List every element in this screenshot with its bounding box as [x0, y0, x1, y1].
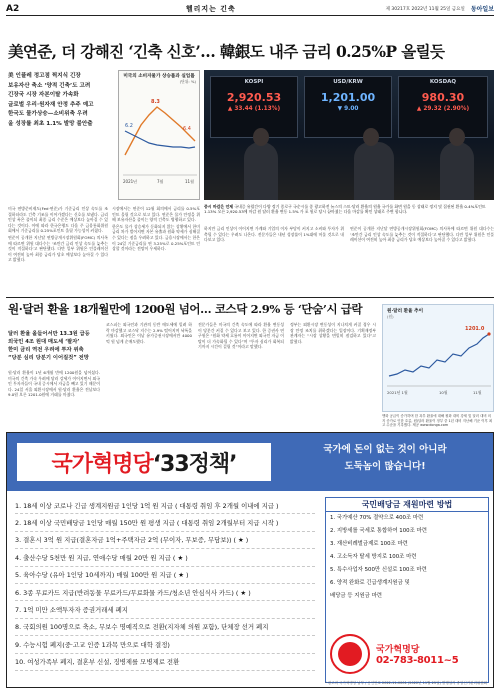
ad-slogan	[283, 441, 487, 475]
latest-point	[487, 332, 490, 335]
x-tick: 7월	[157, 179, 164, 184]
party-logo-icon	[330, 634, 370, 674]
slogan-line: 국가에 돈이 없는 것이 아니라	[323, 444, 447, 455]
funding-box	[325, 497, 489, 683]
panel-value: 1,201.00	[320, 91, 376, 104]
kospi-panel	[210, 76, 298, 138]
panel-title: KOSDAQ	[429, 79, 457, 85]
funding-item: 1. 국가예산 70% 절약으로 400조 마련	[330, 515, 424, 521]
usdkrw-line	[389, 334, 489, 376]
policy-item: 5. 육아수당 (유아 1인당 10세까지) 매월 100만 원 지급 ( ★ )	[15, 567, 315, 584]
section-title: 헬리지는 긴축	[185, 4, 236, 13]
funding-title: 국민배당금 재원마련 방법	[326, 498, 488, 512]
paragraph: 정부는 외환시장 변동성이 지나치게 커질 경우 시장 안정 조치를 취하겠다는 입장이다. 기획재정부 관계자는 “시장 상황을 면밀히 점검하고 있다”고 밝혔다.	[290, 322, 376, 344]
subheading: 달러 환율 올들어서만 13.3원 급등	[8, 331, 90, 337]
second-headline: 원·달러 환율 18개월만에 1200원 넘어… 코스닥 2.9% 등 ‘단숨’시 급락	[8, 302, 363, 316]
dateline: 제 30217호 2022년 11월 25일 금요일	[385, 6, 465, 12]
paragraph: 연준이 공개한 지난달 연방공개시장위원회(FOMC) 의사록에 따르면 위원 대다수는 ‘조만간 금리 인상 속도를 늦추는 것이 적절하다’고 판단했다. 다만 일부 위원은 인플레이션이 여전히 높아 최종 금리가 당초 예상보다 높아질 수 있다고 밝혔다.	[8, 234, 108, 263]
policy-item: 1. 18세 이상 코로나 긴급 생계지원금 1인당 1억 원 지급 ( 대통령 취임 후 2개월 이내에 지급 )	[15, 497, 315, 514]
panel-value: 980.30	[421, 91, 465, 104]
person-silhouette	[244, 142, 278, 200]
article-body-col1	[8, 206, 108, 294]
policy-item: 9. 수능시험 폐지(중·고교 인증 1과목 만으로 대학 결정)	[15, 636, 315, 653]
subheading: 한국도 물가상승—소비위축 우려	[8, 111, 88, 118]
policy-item: 7. 1억 미만 소액투자자 증권거래세 폐지	[15, 601, 315, 618]
funding-item: 5. 특수사업자 500만 신설로 100조 마련	[330, 567, 427, 573]
peak-label: 8.3	[151, 99, 160, 105]
second-body-col2	[106, 322, 192, 426]
party-name: 국가혁명당	[376, 645, 420, 655]
paragraph: 한은도 물가 상승세가 둔화되지 않는 상황에서 한미 금리 차가 벌어지면 자본 유출과 원화 약세가 심해질 수 있다는 점을 우려하고 있다. 금융시장에서는 한은이 24일 기준금리를 연 3.25%로 0.25%포인트 인상할 것이라는 전망이 우세하다.	[112, 223, 200, 252]
ad-title-main: 국가혁명당	[51, 451, 153, 477]
paragraph: 원·달러 환율이 1년 6개월 만에 1200원을 넘어섰다. 미국의 긴축 가속 우려에 달러 강세가 이어지면서 외국인 투자자들이 국내 증시에서 자금을 빼고 있기 때문이다. 24일 서울 외환시장에서 원·달러 환율은 전날보다 9.0원 오른 1201.0원에 거래를 마쳤다.	[8, 370, 100, 398]
x-tick: 11월	[473, 390, 482, 395]
panel-value: 2,920.53	[226, 91, 282, 104]
party-phone: 02-783-8011~5	[376, 655, 459, 666]
funding-item: 3. 재산비례벌금제로 100조 마련	[330, 541, 408, 547]
x-tick: 2021년	[123, 179, 138, 184]
second-body-col1	[8, 370, 100, 426]
panel-change: ▲ 33.44 (1.13%)	[227, 106, 281, 112]
paragraph: 미국 연방준비제도(Fed·연준)가 기준금리 인상 속도를 조절하더라도 긴축 기조를 이어가겠다는 신호를 보냈다. 금리 인상 폭은 줄이되 최종 금리 수준은 예상보다 높아질 수 있다는 것이다. 이에 따라 한국은행도 다음 주 금융통화위원회에서 기준금리를 0.25%포인트 올릴 가능성이 커졌다.	[8, 206, 108, 234]
chart-title: 원·달러 환율 추이	[387, 309, 424, 314]
masthead	[6, 2, 494, 16]
second-body-col3	[198, 322, 284, 426]
usdkrw-panel	[304, 76, 392, 138]
funding-item: 배당금 등 지원금 마련	[330, 593, 383, 599]
party-contact	[330, 632, 484, 676]
paragraph: 코스피는 외국인과 기관의 동반 매도세에 밀려 하락 마감했고 코스닥 지수는 2.9% 떨어지며 낙폭을 키웠다. 외국인은 이날 유가증권시장에서만 4000억 원 넘게 순매도했다.	[106, 322, 192, 344]
section-divider	[6, 297, 494, 298]
policy-item: 3. 결혼시 3억 원 지급(결혼자금 1억+주택자금 2억 (무이자, 무보증, 무담보)) ( ★ )	[15, 532, 315, 549]
photo-caption	[204, 204, 494, 214]
newspaper-name: 동아일보	[470, 6, 494, 13]
policy-item: 6. 3종 무료카드 지급(반려동물 무료카드/무료화물 카드/청소년 안심식사 카드) ( ★ )	[15, 584, 315, 601]
panel-title: USD/KRW	[333, 79, 363, 85]
person-silhouette	[354, 142, 394, 200]
paragraph: 시장에서는 연준이 12월 회의에서 금리를 0.5%포인트 올릴 것으로 보고 있다. 연준은 물가 안정을 위해 보유자산을 줄이는 양적 긴축도 병행하고 있다.	[112, 206, 200, 223]
article-body-col3	[204, 226, 344, 294]
x-tick: 10월	[439, 390, 448, 395]
paragraph: 전문가들은 미국의 긴축 속도에 따라 환율 변동성이 당분간 커질 수 있다고 보고 있다. 한 증권사 연구원은 “원화 약세 흐름이 이어지면 외국인 자금 이탈이 더 가속화될 수 있다”며 “투자 심리가 회복되기까지 시간이 걸릴 것”이라고 말했다.	[198, 322, 284, 350]
caption-title: 증시 마감은 언제	[204, 204, 234, 209]
person-silhouette	[440, 142, 474, 200]
panel-change: ▲ 29.32 (2.90%)	[416, 106, 470, 112]
start-label: 6.2	[125, 123, 133, 129]
article-body-col4	[350, 226, 494, 294]
slogan-line: 도둑놈이 많습니다!	[344, 461, 426, 472]
ad-title	[17, 443, 271, 481]
subheading: 한미 금리 역전 우려에 투자 위축	[8, 347, 84, 353]
x-tick: 2021년 1월	[387, 390, 408, 395]
second-subheadings	[8, 330, 100, 362]
paragraph: 하지만 금리 인상이 이어지면 가계와 기업의 이자 부담이 커지고 소비와 투자가 위축될 수 있다는 우려도 나온다. 전문가들은 내년 성장률이 1%대에 머물 것으로 내다보고 있다.	[204, 226, 344, 243]
policy-item: 4. 출산수당 5천만 원 지급, 연애수당 매월 20만 원 지급 ( ★ )	[15, 549, 315, 566]
end-value-label: 1201.0	[465, 326, 485, 332]
inflation-line-chart	[119, 85, 201, 195]
exchange-rate-line-chart	[383, 320, 495, 400]
end-label: 6.4	[183, 126, 191, 132]
unemployment-line	[125, 131, 195, 148]
subheading: 긴장국 시장 자본이탈 가속화	[8, 92, 79, 99]
panel-title: KOSPI	[244, 79, 264, 85]
page-number: A2	[6, 3, 20, 14]
chart-unit: (원)	[387, 314, 394, 319]
political-advertisement	[6, 432, 494, 688]
party-text	[376, 642, 458, 666]
subheading: 올 성장률 최초 1.1% 발망 불안출	[8, 120, 93, 127]
article-body-col2	[112, 206, 200, 294]
policy-item: 8. 국회의원 100명으로 축소, 무보수 명예직으로 전환(지자체 의원 포함), 단체장 선거 폐지	[15, 619, 315, 636]
ad-footnote: * 광고비 국가혁명당 납부 / 승인번호 2022-11-0001 (2022년 11월 25일) 발행일자 중앙선거관리위원회	[325, 681, 487, 685]
funding-item: 6. 양적 완화로 긴급생계지원금 및	[330, 580, 410, 586]
ad-banner	[7, 433, 493, 491]
subheadings	[8, 72, 108, 130]
policy-item: 2. 18세 이상 국민배당금 1인당 매월 150만 원 평생 지급 ( 대통령 취임 2개월부터 지급 시작 )	[15, 514, 315, 531]
trading-room-photo	[204, 70, 494, 200]
ad-title-quote: ‘33정책’	[152, 451, 237, 477]
inflation-chart	[118, 70, 200, 200]
subheading: 외국인 4조 원대 매도세 ‘팔자’	[8, 339, 80, 345]
funding-item: 2. 지방세를 국세로 통합하여 100조 마련	[330, 528, 427, 534]
policy-list	[15, 497, 315, 671]
policy-item: 10. 여성가족부 폐지, 결혼부 신설, 징병제를 모병제로 전환	[15, 654, 315, 671]
subheading: 보유자산 축소 ‘양적 긴축’도 고려	[8, 82, 91, 89]
exchange-rate-chart	[382, 304, 494, 412]
chart-title: 미국의 소비자물가 상승률과 실업률	[123, 74, 195, 79]
subheading: 美 인플레 정고점 찍지식 긴장	[8, 73, 81, 79]
chart2-caption: 엔화 공급이 증가하며 한 과부 환율에 대해 원화 대비 강세 및 달러 대비 의지 증가로 인한 흐름, 원/달러 환율이 정부 중 1년 대비 지난해 기준 이후 최고 수준을 기록했다. 제공 www.donga.com	[382, 414, 493, 428]
chart-unit: (단위: %)	[179, 79, 196, 84]
subheading: “당분 심리 당분기 이어질것” 전망	[8, 355, 89, 361]
paragraph: 연준이 공개한 지난달 연방공개시장위원회(FOMC) 의사록에 따르면 위원 대다수는 ‘조만간 금리 인상 속도를 늦추는 것이 적절하다’고 판단했다. 다만 일부 위원은 인플레이션이 여전히 높아 최종 금리가 당초 예상보다 높아질 수 있다고 밝혔다.	[350, 226, 494, 243]
caption-text: 국내증 유럽간이 다양 정기 종로구 국순시를 종 광고하전 뉴스의 스트·달러 환율의 원율 국가를 화면 원을 동 상태로 정지 및 집권된 환율 0.4%포인트 1.13% 오른 2,920.53에 마감 원 달러 환율 변동 1.5% 가 포 원로 당시 끝마쳤는 다음 마감를 확인 상태로 주변 합니다.	[204, 204, 486, 215]
x-tick: 11월	[185, 179, 194, 184]
main-headline: 美연준, 더 강해진 ‘긴축 신호’… 韓銀도 내주 금리 0.25%P 올릴듯	[8, 42, 445, 61]
panel-change: ▼ 9.00	[337, 106, 359, 112]
funding-item: 4. 고소득자 탈세 방지로 100조 마련	[330, 554, 417, 560]
subheading: 글로벌 우리·원자재 안정 추주 예고	[8, 101, 94, 108]
second-body-col4	[290, 322, 376, 426]
kosdaq-panel	[398, 76, 488, 138]
